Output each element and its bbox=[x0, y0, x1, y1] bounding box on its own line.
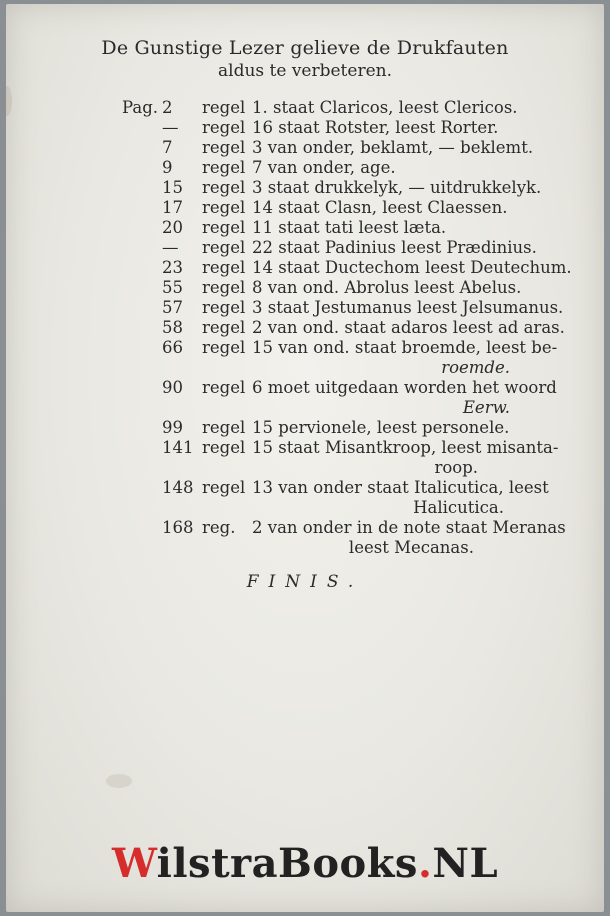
errata-row bbox=[0, 238, 610, 258]
errata-row bbox=[0, 158, 610, 178]
correction-continuation: Halicutica. bbox=[413, 498, 504, 517]
finis-text: FINIS. bbox=[246, 572, 364, 592]
regel-label: regel bbox=[202, 378, 246, 397]
correction-text: 3 van onder, beklamt, — beklemt. bbox=[252, 138, 534, 157]
errata-row bbox=[0, 258, 610, 278]
regel-label: regel bbox=[202, 418, 246, 437]
errata-row bbox=[0, 278, 610, 298]
regel-label: regel bbox=[202, 438, 246, 457]
page-number: — bbox=[162, 238, 179, 257]
correction-continuation: roemde. bbox=[441, 358, 510, 377]
correction-text: 2 van onder in de note staat Meranas bbox=[252, 518, 566, 537]
correction-text: 3 staat drukkelyk, — uitdrukkelyk. bbox=[252, 178, 542, 197]
page-number: 2 bbox=[162, 98, 173, 117]
correction-text: 11 staat tati leest læta. bbox=[252, 218, 447, 237]
errata-row bbox=[0, 198, 610, 218]
errata-row bbox=[0, 438, 610, 478]
page-number: 99 bbox=[162, 418, 183, 437]
wilstrabooks-watermark bbox=[0, 840, 610, 887]
errata-row bbox=[0, 98, 610, 118]
correction-text: 15 pervionele, leest personele. bbox=[252, 418, 510, 437]
regel-label: regel bbox=[202, 278, 246, 297]
correction-text: 3 staat Jestumanus leest Jelsumanus. bbox=[252, 298, 564, 317]
page-number: 66 bbox=[162, 338, 183, 357]
correction-text: 14 staat Clasn, leest Claessen. bbox=[252, 198, 508, 217]
errata-row bbox=[0, 418, 610, 438]
regel-label: regel bbox=[202, 98, 246, 117]
regel-label: regel bbox=[202, 478, 246, 497]
regel-label: regel bbox=[202, 318, 246, 337]
correction-text: 6 moet uitgedaan worden het woord bbox=[252, 378, 557, 397]
page-prefix: Pag. bbox=[122, 98, 159, 117]
errata-list bbox=[0, 98, 610, 558]
regel-label: regel bbox=[202, 258, 246, 277]
regel-label: regel bbox=[202, 118, 246, 137]
page-number: 7 bbox=[162, 138, 173, 157]
errata-heading bbox=[0, 36, 610, 82]
page-number: 90 bbox=[162, 378, 183, 397]
regel-label: regel bbox=[202, 218, 246, 237]
correction-text: 1. staat Claricos, leest Clericos. bbox=[252, 98, 518, 117]
regel-label: regel bbox=[202, 158, 246, 177]
watermark-nl: NL bbox=[432, 840, 499, 887]
errata-row bbox=[0, 478, 610, 518]
heading-line-1: De Gunstige Lezer gelieve de Drukfauten bbox=[101, 37, 509, 59]
errata-row bbox=[0, 178, 610, 198]
correction-text: 2 van ond. staat adaros leest ad aras. bbox=[252, 318, 565, 337]
correction-text: 15 staat Misantkroop, leest misanta- bbox=[252, 438, 559, 457]
regel-label: regel bbox=[202, 198, 246, 217]
watermark-dot: . bbox=[417, 840, 433, 887]
page-number: — bbox=[162, 118, 179, 137]
correction-continuation: Eerw. bbox=[462, 398, 510, 417]
page-number: 57 bbox=[162, 298, 183, 317]
errata-row bbox=[0, 218, 610, 238]
regel-label: regel bbox=[202, 138, 246, 157]
errata-row bbox=[0, 378, 610, 418]
correction-text: 16 staat Rotster, leest Rorter. bbox=[252, 118, 499, 137]
page-number: 168 bbox=[162, 518, 194, 537]
correction-text: 22 staat Padinius leest Prædinius. bbox=[252, 238, 537, 257]
correction-continuation: leest Mecanas. bbox=[348, 538, 474, 557]
heading-line-2: aldus te verbeteren. bbox=[218, 61, 392, 81]
regel-label: regel bbox=[202, 338, 246, 357]
correction-text: 8 van ond. Abrolus leest Abelus. bbox=[252, 278, 522, 297]
page-number: 55 bbox=[162, 278, 183, 297]
page-number: 20 bbox=[162, 218, 183, 237]
errata-row bbox=[0, 298, 610, 318]
correction-text: 13 van onder staat Italicutica, leest bbox=[252, 478, 549, 497]
page-number: 9 bbox=[162, 158, 173, 177]
correction-text: 14 staat Ductechom leest Deutechum. bbox=[252, 258, 572, 277]
foxing-stain bbox=[106, 774, 132, 788]
page-number: 15 bbox=[162, 178, 183, 197]
errata-row bbox=[0, 518, 610, 558]
regel-label: reg. bbox=[202, 518, 236, 537]
errata-row bbox=[0, 338, 610, 378]
correction-text: 15 van ond. staat broemde, leest be- bbox=[252, 338, 558, 357]
page-number: 23 bbox=[162, 258, 183, 277]
watermark-w: W bbox=[111, 840, 157, 887]
regel-label: regel bbox=[202, 238, 246, 257]
page-number: 58 bbox=[162, 318, 183, 337]
page-number: 17 bbox=[162, 198, 183, 217]
page-number: 148 bbox=[162, 478, 194, 497]
regel-label: regel bbox=[202, 178, 246, 197]
watermark-mid: ilstraBooks bbox=[156, 840, 418, 887]
errata-row bbox=[0, 138, 610, 158]
errata-row bbox=[0, 318, 610, 338]
correction-text: 7 van onder, age. bbox=[252, 158, 396, 177]
errata-row bbox=[0, 118, 610, 138]
regel-label: regel bbox=[202, 298, 246, 317]
correction-continuation: roop. bbox=[434, 458, 478, 477]
page-number: 141 bbox=[162, 438, 194, 457]
